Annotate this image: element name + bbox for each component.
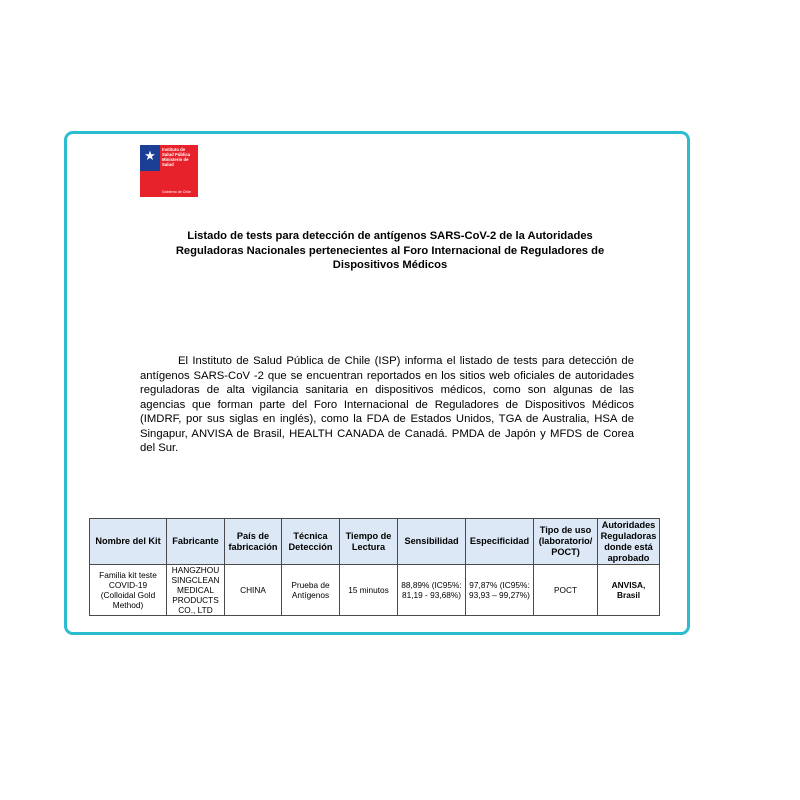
logo-institution-text: Instituto de Salud Pública Ministerio de Salud — [162, 147, 191, 167]
cell-reading-time: 15 minutos — [340, 565, 398, 616]
cell-technique: Prueba de Antígenos — [282, 565, 340, 616]
cell-sensitivity: 88,89% (IC95%: 81,19 - 93,68%) — [398, 565, 466, 616]
paragraph-line: Singapur, ANVISA de Brasil, HEALTH CANADA de Canadá. PMDA de Japón y MFDS de Corea — [140, 427, 634, 440]
intro-paragraph — [140, 354, 634, 456]
column-header-use-type: Tipo de uso (laboratorio/ POCT) — [534, 519, 598, 565]
logo-government-text: Gobierno de Chile — [162, 190, 191, 194]
cell-country: CHINA — [225, 565, 282, 616]
cell-use-type: POCT — [534, 565, 598, 616]
paragraph-line: antígenos SARS-CoV -2 que se encuentran reportados en los sitios web oficiales de autoridades — [140, 369, 634, 382]
cell-authorities: ANVISA, Brasil — [598, 565, 660, 616]
column-header-authorities: Autoridades Reguladoras donde está aprobado — [598, 519, 660, 565]
table-row — [90, 565, 660, 616]
paragraph-line: agencias que forman parte del Foro Internacional de Reguladores de Dispositivos Médicos — [140, 398, 634, 411]
isp-logo — [140, 145, 198, 197]
column-header-specificity: Especificidad — [466, 519, 534, 565]
document-title — [150, 229, 630, 273]
title-line: Reguladoras Nacionales pertenecientes al Foro Internacional de Reguladores de — [175, 244, 605, 257]
cell-kit-name: Familia kit teste COVID-19 (Colloidal Gold Method) — [90, 565, 167, 616]
table-header-row — [90, 519, 660, 565]
paragraph-line: del Sur. — [140, 442, 179, 454]
cell-specificity: 97,87% (IC95%: 93,93 – 99,27%) — [466, 565, 534, 616]
title-line: Listado de tests para detección de antígenos SARS-CoV-2 de la Autoridades — [187, 230, 593, 242]
cell-manufacturer: HANGZHOU SINGCLEAN MEDICAL PRODUCTS CO., LTD — [167, 565, 225, 616]
title-line: Dispositivos Médicos — [332, 259, 448, 271]
paragraph-line: reguladoras de alta vigilancia sanitaria en dispositivos médicos, como son algunas de las — [140, 384, 634, 396]
column-header-reading-time: Tiempo de Lectura — [340, 519, 398, 565]
column-header-manufacturer: Fabricante — [167, 519, 225, 565]
column-header-technique: Técnica Detección — [282, 519, 340, 565]
logo-blue-block — [140, 145, 160, 171]
column-header-country: País de fabricación — [225, 519, 282, 565]
paragraph-line: (IMDRF, por sus siglas en inglés), como la FDA de Estados Unidos, TGA de Australia, HSA de — [140, 413, 634, 425]
column-header-sensitivity: Sensibilidad — [398, 519, 466, 565]
column-header-kit-name: Nombre del Kit — [90, 519, 167, 565]
antigen-tests-table — [89, 518, 660, 616]
paragraph-line: El Instituto de Salud Pública de Chile (ISP) informa el listado de tests para detección de — [178, 355, 634, 367]
star-icon: ★ — [144, 148, 156, 163]
